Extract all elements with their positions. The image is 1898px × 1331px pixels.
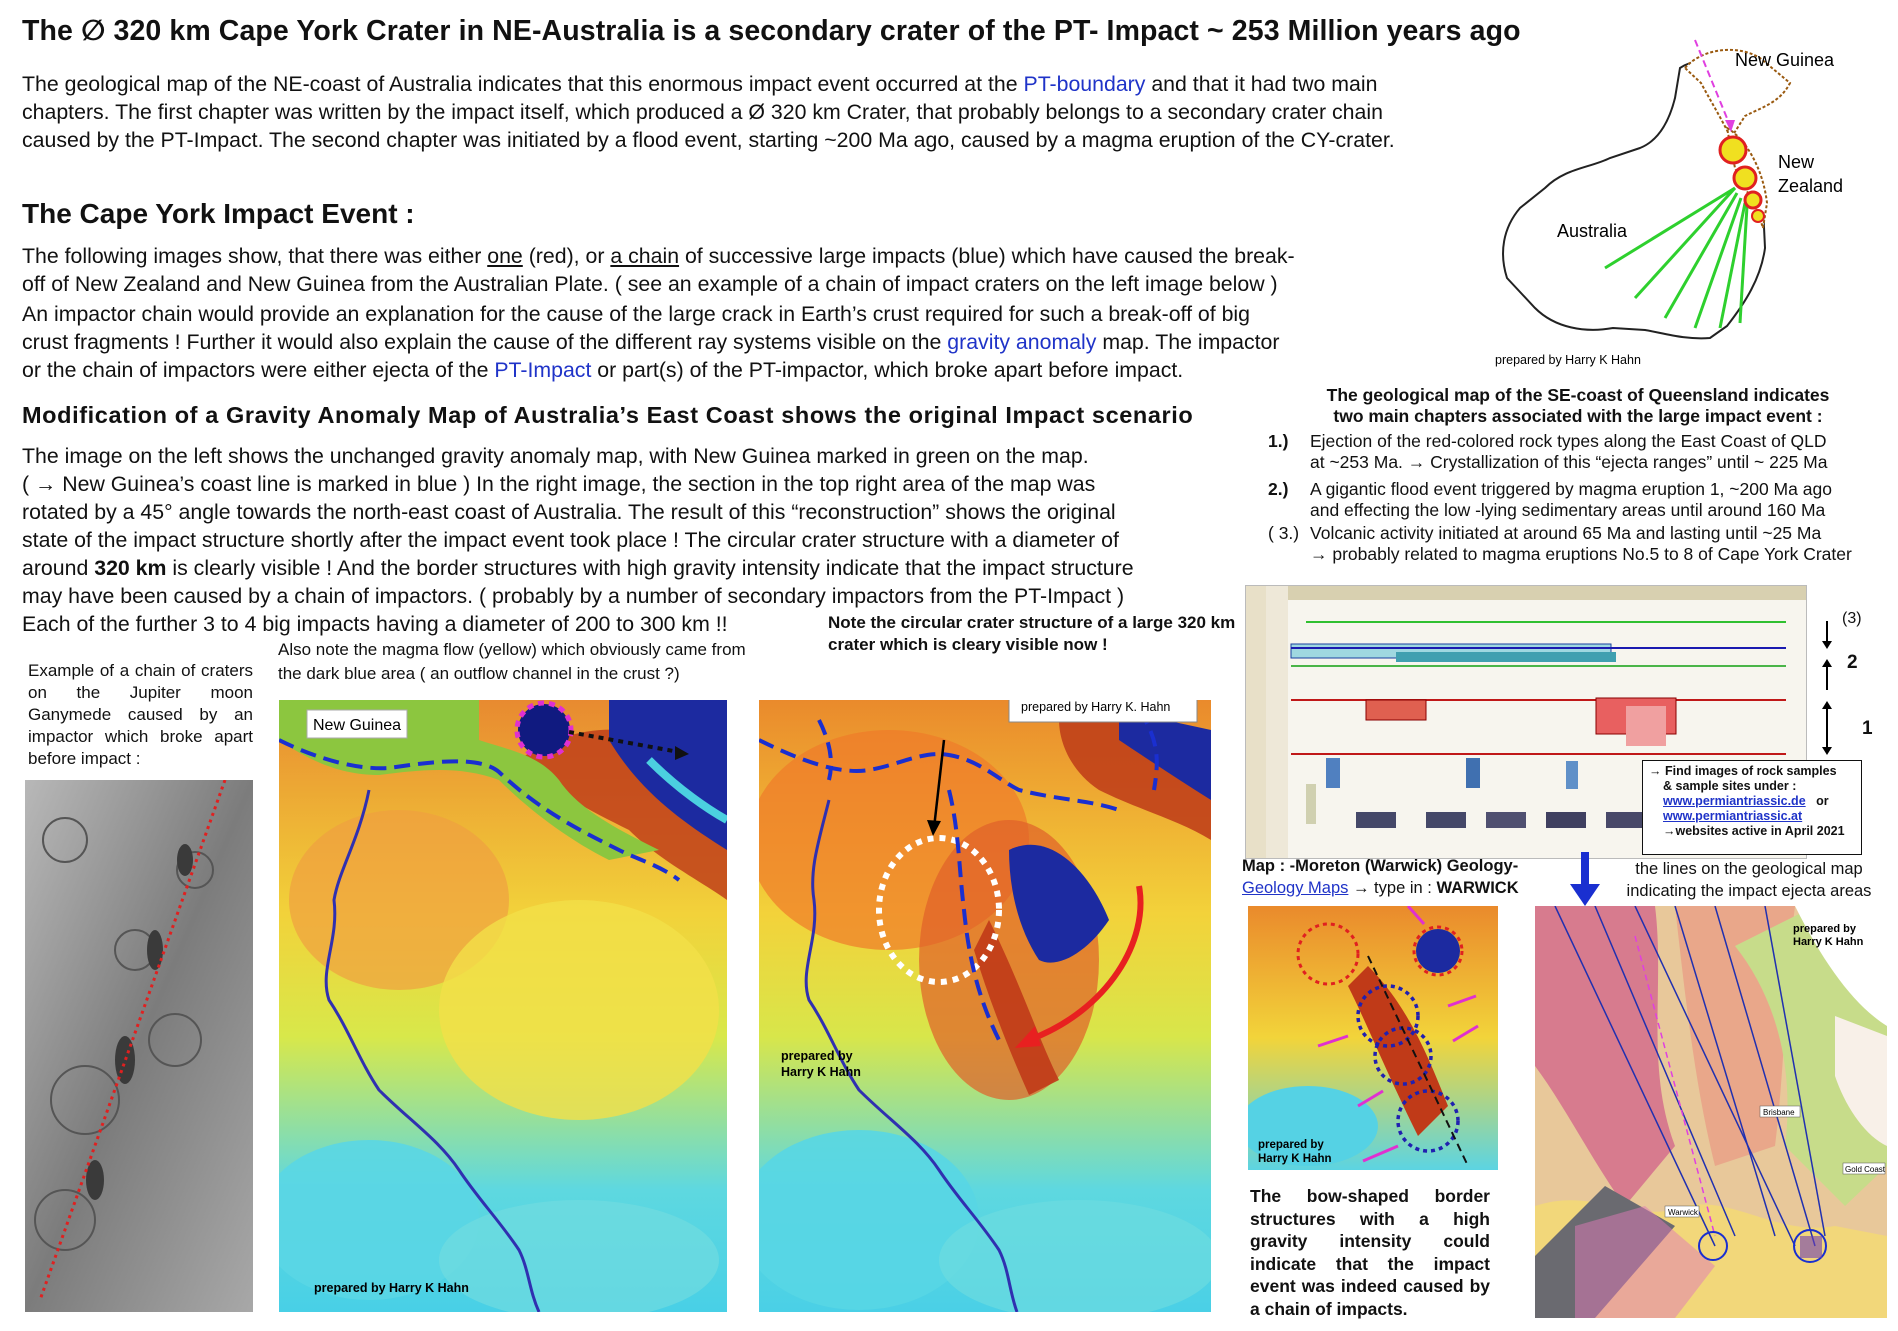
p-text: map. The impactor: [1096, 330, 1280, 354]
links-text: →websites active in April 2021: [1663, 824, 1845, 838]
gravity-anomaly-link[interactable]: gravity anomaly: [947, 330, 1097, 354]
gravity-map-reconstructed: [759, 700, 1211, 1312]
link-permiantriassic-at[interactable]: www.permiantriassic.at: [1663, 809, 1803, 823]
p-text: rotated by a 45° angle towards the north-east coast of Australia. The result of this “reconstruction” shows the original: [22, 500, 1116, 524]
intro-paragraph: [22, 70, 1522, 154]
timeline-label-1: 1: [1862, 718, 1873, 739]
p-text: 320 km: [94, 556, 167, 580]
ganymede-image: [25, 780, 253, 1312]
intro-text: The geological map of the NE-coast of Australia indicates that this enormous impact event occurred at the: [22, 72, 1024, 96]
p-text: or the chain of impactors were either ejecta of the: [22, 358, 495, 382]
p-text: Each of the further 3 to 4 big impacts having a diameter of 200 to 300 km !!: [22, 612, 728, 636]
p-text: around: [22, 556, 95, 580]
map-credit: prepared by Harry K Hahn: [1258, 1139, 1332, 1165]
pt-impact-link[interactable]: PT-Impact: [494, 358, 592, 382]
p-text: (red), or: [522, 244, 611, 268]
map-credit: prepared by Harry K Hahn: [1495, 353, 1641, 367]
chapter-num: 1.): [1268, 431, 1289, 451]
p-text: of successive large impacts (blue) which have caused the break-: [679, 244, 1295, 268]
chapter-num: ( 3.): [1268, 523, 1300, 543]
links-text: & sample sites under :: [1663, 779, 1797, 793]
small-map-caption-text: → type in :: [1348, 879, 1437, 897]
chapter-item: [1268, 431, 1888, 473]
chapter-num: 2.): [1268, 479, 1289, 499]
intro-text: chapters. The first chapter was written by the impact itself, which produced a Ø 320 km Crater, that probably belongs to a secondary crater chain: [22, 100, 1383, 124]
warwick-gravity-map: [1248, 906, 1498, 1170]
chapters-heading: two main chapters associated with the large impact event :: [1333, 406, 1823, 426]
new-guinea-map-label: New Guinea: [313, 717, 402, 734]
p-text: An impactor chain would provide an explanation for the cause of the large crack in Earth’s crust required for such a break-off of big: [22, 302, 1251, 326]
chapter-line: A gigantic flood event triggered by magma eruption 1, ~200 Ma ago: [1310, 479, 1832, 499]
city-label: Warwick: [1668, 1208, 1698, 1217]
timeline-label-2: 2: [1847, 652, 1858, 673]
chapter-line: Ejection of the red-colored rock types along the East Coast of QLD: [1310, 431, 1827, 451]
gravity-paragraph: [22, 442, 1262, 638]
links-text: → Find images of rock samples: [1649, 764, 1837, 778]
p-text: ( → New Guinea’s coast line is marked in blue ) In the right image, the section in the top right area of the map was: [22, 472, 1096, 496]
australia-overview-map: [1495, 28, 1885, 373]
chapter-item: [1268, 479, 1888, 521]
new-zealand-label: Zealand: [1778, 176, 1844, 196]
geology-maps-link[interactable]: Geology Maps: [1242, 879, 1349, 897]
links-box: [1642, 760, 1862, 855]
left-map-caption: Also note the magma flow (yellow) which obviously came from the dark blue area ( an outflow channel in the crust ?): [278, 640, 746, 683]
city-label: Gold Coast: [1845, 1165, 1886, 1174]
p-text: state of the impact structure shortly after the impact event took place ! The circular crater structure with a diameter of: [22, 528, 1119, 552]
p-text: a chain: [610, 244, 680, 268]
new-zealand-label: New: [1778, 152, 1815, 172]
p-text: The image on the left shows the unchanged gravity anomaly map, with New Guinea marked in green on the map.: [22, 444, 1089, 468]
australia-label: Australia: [1557, 221, 1628, 241]
p-text: one: [487, 244, 523, 268]
chapters-heading: The geological map of the SE-coast of Queensland indicates: [1326, 385, 1830, 405]
impact-event-paragraph: [22, 242, 1452, 384]
timeline-arrows: [1805, 615, 1850, 755]
section-heading-gravity-map: Modification of a Gravity Anomaly Map of Australia’s East Coast shows the original Impact scenario: [22, 402, 1194, 428]
page-title: The ∅ 320 km Cape York Crater in NE-Australia is a secondary crater of the PT- Impact ~ 253 Million years ago: [22, 15, 1521, 47]
timeline-label-3: (3): [1842, 610, 1862, 627]
chapter-list: [1268, 431, 1888, 565]
small-map-caption-text: WARWICK: [1436, 879, 1519, 897]
city-label: Brisbane: [1763, 1108, 1795, 1117]
chapters-block: [1268, 385, 1888, 565]
chapter-line: Volcanic activity initiated at around 65 Ma and lasting until ~25 Ma: [1310, 523, 1822, 543]
new-guinea-label: New Guinea: [1735, 50, 1835, 70]
blue-down-arrow: [1570, 852, 1600, 906]
credit-box-text: prepared by Harry K. Hahn: [1021, 700, 1171, 714]
intro-text: and that it had two main: [1145, 72, 1378, 96]
p-text: is clearly visible ! And the border structures with high gravity intensity indicate that the impact structure: [166, 556, 1134, 580]
map-credit: prepared by Harry K Hahn: [1793, 923, 1864, 948]
map-credit: prepared by Harry K Hahn: [314, 1281, 469, 1295]
map-credit: prepared by Harry K Hahn: [781, 1049, 861, 1079]
intro-text: caused by the PT-Impact. The second chapter was initiated by a flood event, starting ~200 Ma ago, caused by a magma eruption of the CY-crater.: [22, 128, 1395, 152]
geological-map: [1535, 906, 1887, 1318]
links-text: or: [1816, 794, 1829, 808]
p-text: crust fragments ! Further it would also explain the cause of the different ray systems visible on the: [22, 330, 948, 354]
chapter-line: at ~253 Ma. → Crystallization of this “ejecta ranges” until ~ 225 Ma: [1310, 452, 1828, 472]
link-permiantriassic-de[interactable]: www.permiantriassic.de: [1663, 794, 1806, 808]
right-map-caption: Note the circular crater structure of a large 320 km crater which is cleary visible now !: [828, 613, 1236, 654]
p-text: or part(s) of the PT-impactor, which broke apart before impact.: [591, 358, 1184, 382]
p-text: may have been caused by a chain of impactors. ( probably by a number of secondary impactors from the PT-Impact ): [22, 584, 1125, 608]
chapter-item: [1268, 523, 1888, 565]
pt-boundary-link[interactable]: PT-boundary: [1023, 72, 1146, 96]
p-text: off of New Zealand and New Guinea from the Australian Plate. ( see an example of a chain of impact craters on the left image below ): [22, 272, 1278, 296]
small-map-caption-text: Map : -Moreton (Warwick) Geology-: [1242, 857, 1519, 875]
section-heading-impact-event: The Cape York Impact Event :: [22, 198, 415, 229]
geo-map-caption: the lines on the geological map indicating the impact ejecta areas: [1626, 860, 1872, 900]
gravity-map-original: [279, 700, 727, 1312]
chapter-line: and effecting the low -lying sedimentary areas until around 160 Ma: [1310, 500, 1826, 520]
chapter-line: → probably related to magma eruptions No.5 to 8 of Cape York Crater: [1310, 544, 1852, 564]
bow-structures-text: The bow-shaped border structures with a high gravity intensity could indicate that the impact event was indeed caused by a chain of impacts.: [1250, 1186, 1490, 1319]
p-text: The following images show, that there was either: [22, 244, 488, 268]
ganymede-caption: Example of a chain of craters on the Jupiter moon Ganymede caused by an impactor which broke apart before impact :: [28, 661, 253, 768]
small-map-caption: [1242, 855, 1519, 899]
